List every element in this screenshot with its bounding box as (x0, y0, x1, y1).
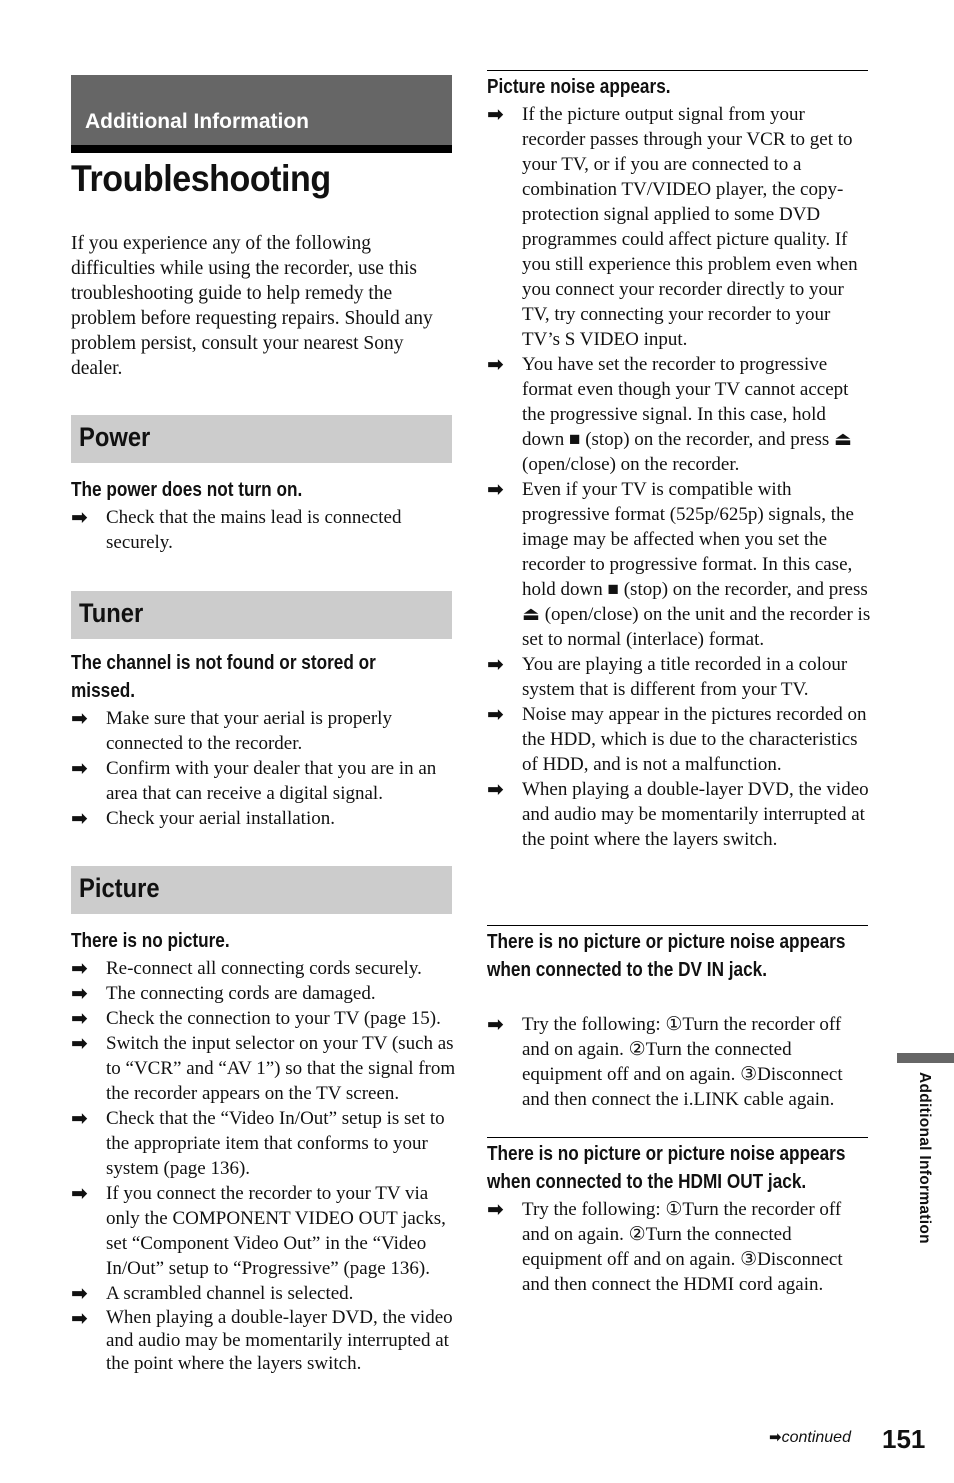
arrow-icon: ➡ (487, 652, 504, 676)
answer-list-tuner (71, 706, 456, 831)
arrow-icon: ➡ (71, 806, 88, 830)
arrow-icon: ➡ (487, 777, 504, 801)
arrow-icon: ➡ (487, 702, 504, 726)
arrow-icon: ➡ (71, 1281, 88, 1305)
banner-label: Additional Information (85, 110, 309, 133)
list-item: ➡ A scrambled channel is selected. (71, 1281, 354, 1305)
list-item: ➡ When playing a double-layer DVD, the video and audio may be momentarily interrupted at the point where the layers switch. (487, 777, 869, 850)
arrow-icon: ➡ (71, 756, 88, 780)
arrow-icon: ➡ (487, 477, 504, 501)
arrow-icon: ➡ (71, 1306, 88, 1330)
list-item: ➡ If you connect the recorder to your TV via only the COMPONENT VIDEO OUT jacks, set “Component Video Out” in the “Video In/Out” setup to “Progressive” (page 136). (71, 1181, 446, 1279)
list-item: ➡ Even if your TV is compatible with progressive format (525p/625p) signals, the image may be affected when you set the recorder to progressive format. In this case, hold down ■ (stop) on the recorder, and press ⏏ (open/close) on the unit and the recorder is set to normal (interlace) format. (487, 477, 871, 650)
divider (487, 925, 868, 926)
page-number: 151 (882, 1424, 926, 1454)
list-item: ➡ Make sure that your aerial is properly connected to the recorder. (71, 706, 392, 754)
list-item: ➡ When playing a double-layer DVD, the video and audio may be momentarily interrupted at the point where the layers switch. (71, 1306, 453, 1374)
arrow-icon: ➡ (487, 1012, 504, 1036)
list-item: ➡ Check your aerial installation. (71, 806, 335, 830)
list-item: ➡ Try the following: ①Turn the recorder off and on again. ②Turn the connected equipment off and on again. ③Disconnect and then connect the i.LINK cable again. (487, 1012, 843, 1110)
list-item: ➡ Noise may appear in the pictures recorded on the HDD, which is due to the characteristics of HDD, and is not a malfunction. (487, 702, 867, 775)
section-heading-label: Picture (79, 873, 160, 903)
arrow-icon: ➡ (487, 102, 504, 126)
list-item: ➡ Try the following: ①Turn the recorder off and on again. ②Turn the connected equipment off and on again. ③Disconnect and then connect the HDMI cord again. (487, 1197, 843, 1295)
list-item: ➡ Check the connection to your TV (page 15). (71, 1006, 441, 1030)
arrow-icon: ➡ (71, 1106, 88, 1130)
section-heading-label: Tuner (79, 598, 144, 628)
section-heading-tuner (71, 591, 452, 639)
list-item: ➡ Check that the mains lead is connected securely. (71, 505, 402, 553)
divider (487, 1137, 868, 1138)
answer-list-hdmi (487, 1197, 872, 1297)
arrow-icon: ➡ (71, 706, 88, 730)
list-item: ➡ Check that the “Video In/Out” setup is set to the appropriate item that conforms to your system (page 136). (71, 1106, 445, 1179)
question-tuner: The channel is not found or stored or missed. (71, 652, 376, 702)
arrow-icon: ➡ (487, 1197, 504, 1221)
question-picture: There is no picture. (71, 930, 230, 952)
answer-list-noise (487, 102, 872, 852)
question-power: The power does not turn on. (71, 479, 303, 501)
arrow-icon: ➡ (71, 981, 88, 1005)
section-heading-power (71, 415, 452, 463)
list-item: ➡ You have set the recorder to progressive format even though your TV cannot accept the progressive signal. In this case, hold down ■ (stop) on the recorder, and press ⏏ (open/close) on the recorder. (487, 352, 852, 475)
answer-list-picture (71, 956, 456, 1375)
list-item: ➡ The connecting cords are damaged. (71, 981, 376, 1005)
arrow-icon: ➡ (71, 1006, 88, 1030)
list-item: ➡ If the picture output signal from your recorder passes through your VCR to get to your TV, or if you are connected to a combination TV/VIDEO player, the copy-protection signal applied to some DVD programmes could affect picture quality. If you still experience this problem even when you connect your recorder directly to your TV, try connecting your recorder to your TV’s S VIDEO input. (487, 102, 858, 350)
arrow-icon: ➡ (71, 956, 88, 980)
arrow-icon: ➡ (769, 1428, 782, 1446)
page-title: Troubleshooting (71, 158, 331, 199)
section-heading-label: Power (79, 422, 151, 452)
list-item: ➡ You are playing a title recorded in a colour system that is different from your TV. (487, 652, 848, 700)
section-heading-picture (71, 866, 452, 914)
arrow-icon: ➡ (487, 352, 504, 376)
list-item: ➡ Confirm with your dealer that you are in an area that can receive a digital signal. (71, 756, 437, 804)
arrow-icon: ➡ (71, 1031, 88, 1055)
continued-note: ➡continued (769, 1428, 851, 1446)
arrow-icon: ➡ (71, 505, 88, 529)
question-hdmi: There is no picture or picture noise appears when connected to the HDMI OUT jack. (487, 1143, 846, 1193)
question-noise: Picture noise appears. (487, 76, 671, 98)
section-banner (71, 75, 452, 153)
answer-list-power (71, 505, 456, 555)
intro-paragraph: If you experience any of the following difficulties while using the recorder, use this troubleshooting guide to help remedy the problem before requesting repairs. Should any problem persist, consult your nearest Sony dealer. (71, 233, 433, 379)
side-tab-label: Additional Information (916, 1072, 933, 1244)
divider (487, 70, 868, 71)
list-item: ➡ Switch the input selector on your TV (such as to “VCR” and “AV 1”) so that the signal from the recorder appears on the TV screen. (71, 1031, 456, 1104)
answer-list-dv-in (487, 1012, 872, 1112)
arrow-icon: ➡ (71, 1181, 88, 1205)
question-dv-in: There is no picture or picture noise appears when connected to the DV IN jack. (487, 931, 846, 981)
side-tab-marker (897, 1053, 954, 1063)
list-item: ➡ Re-connect all connecting cords securely. (71, 956, 422, 980)
